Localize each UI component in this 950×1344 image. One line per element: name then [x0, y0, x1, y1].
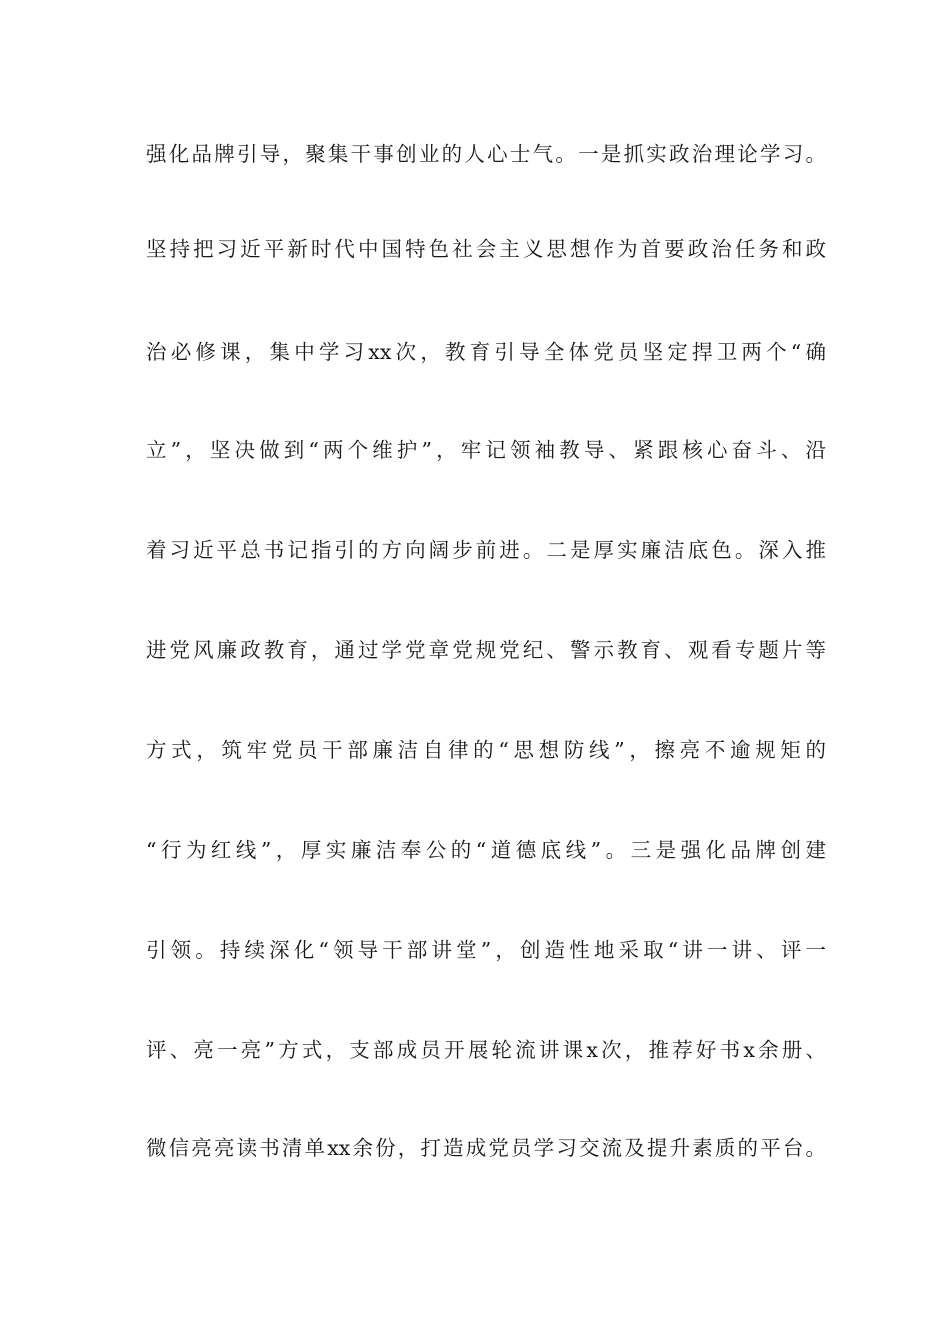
body-text-line-9: 引领。持续深化“领导干部讲堂”，创造性地采取“讲一讲、评一 — [146, 938, 826, 962]
body-text-line-6: 进党风廉政教育，通过学党章党规党纪、警示教育、观看专题片等 — [146, 638, 826, 662]
body-text-line-11: 微信亮亮读书清单xx余份，打造成党员学习交流及提升素质的平台。 — [146, 1136, 826, 1160]
body-text-line-4: 立”，坚决做到“两个维护”，牢记领袖教导、紧跟核心奋斗、沿 — [146, 438, 826, 462]
body-text-line-10: 评、亮一亮”方式，支部成员开展轮流讲课x次，推荐好书x余册、 — [146, 1038, 826, 1062]
body-text-line-7: 方式，筑牢党员干部廉洁自律的“思想防线”，擦亮不逾规矩的 — [146, 738, 826, 762]
body-text-line-2: 坚持把习近平新时代中国特色社会主义思想作为首要政治任务和政 — [146, 237, 826, 261]
body-text-line-8: “行为红线”，厚实廉洁奉公的“道德底线”。三是强化品牌创建 — [146, 838, 826, 862]
body-text-line-1: 强化品牌引导，聚集干事创业的人心士气。一是抓实政治理论学习。 — [146, 142, 826, 166]
body-text-line-5: 着习近平总书记指引的方向阔步前进。二是厚实廉洁底色。深入推 — [146, 538, 826, 562]
body-text-line-3: 治必修课，集中学习xx次，教育引导全体党员坚定捍卫两个“确 — [146, 340, 826, 364]
